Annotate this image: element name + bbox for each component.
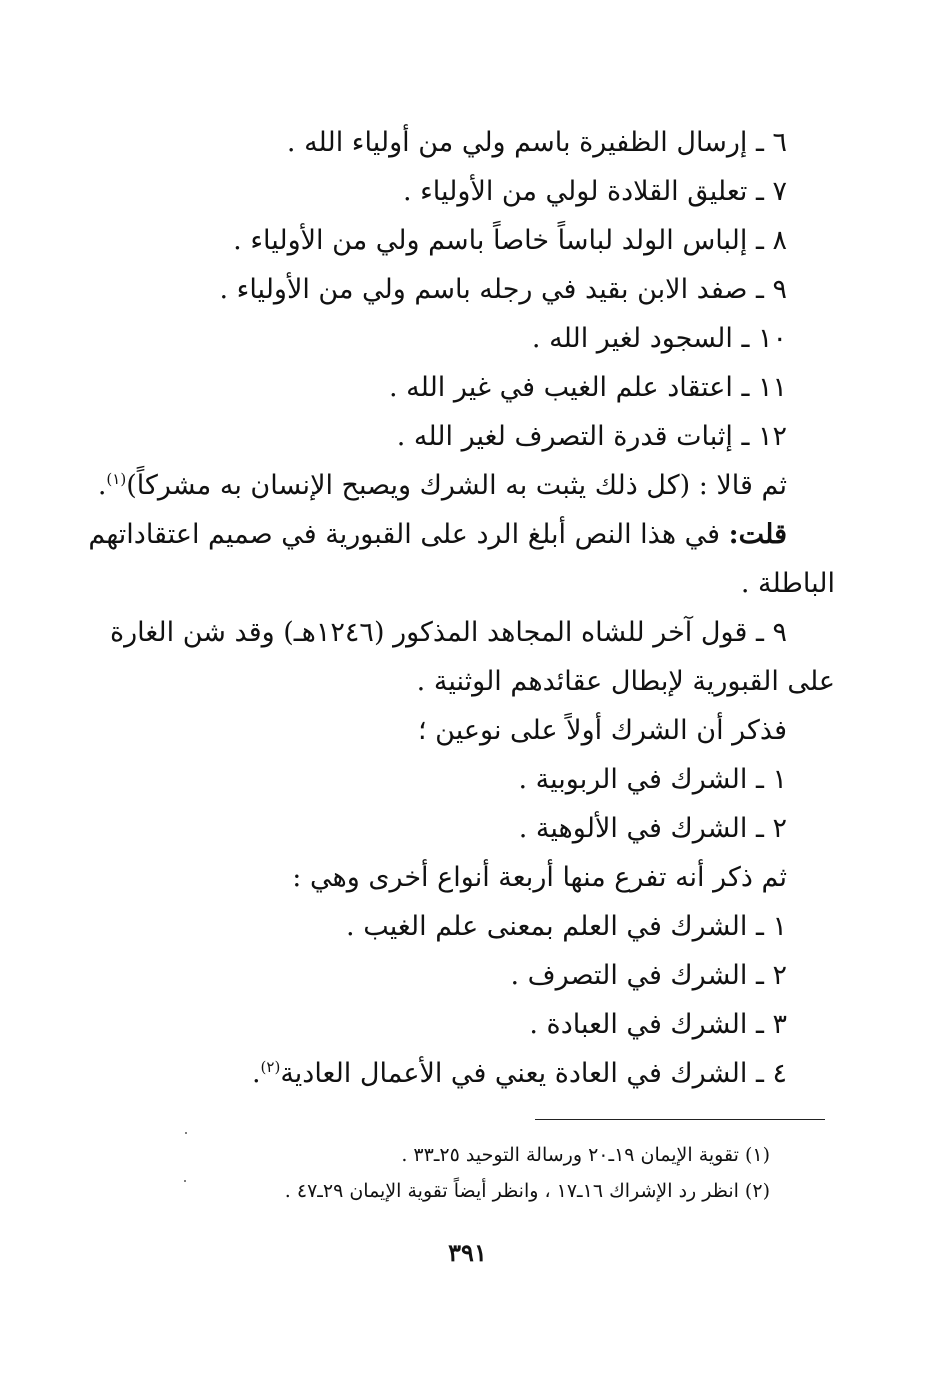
scan-speck: [185, 1132, 187, 1134]
page-number: ٣٩١: [448, 1238, 487, 1267]
list-item-9: ٩ ـ صفد الابن بقيد في رجله باسم ولي من الأولياء .: [219, 274, 787, 305]
branch-item-2: ٢ ـ الشرك في التصرف .: [510, 960, 787, 991]
list-item-6: ٦ ـ إرسال الظفيرة باسم ولي من أولياء الله .: [286, 127, 787, 158]
footnote-ref-1: (١): [106, 470, 127, 488]
comment-line: قلت: في هذا النص أبلغ الرد على القبورية في صميم اعتقاداتهم: [88, 519, 787, 550]
scan-speck: [184, 1180, 186, 1182]
branch-item-3: ٣ ـ الشرك في العبادة .: [529, 1009, 787, 1040]
comment-line-end: الباطلة .: [740, 568, 835, 599]
branch-item-4: ٤ ـ الشرك في العادة يعني في الأعمال العادية$^{(٢)}$.: [251, 1058, 787, 1089]
list-item-12: ١٢ ـ إثبات قدرة التصرف لغير الله .: [396, 421, 787, 452]
footnote-divider: [535, 1119, 825, 1120]
branch-intro-line: ثم ذكر أنه تفرع منها أربعة أنواع أخرى وهي :: [292, 862, 787, 893]
section-9-line-end: على القبورية لإبطال عقائدهم الوثنية .: [416, 666, 835, 697]
list-item-8: ٨ ـ إلباس الولد لباساً خاصاً باسم ولي من الأولياء .: [233, 225, 787, 256]
list-item-10: ١٠ ـ السجود لغير الله .: [531, 323, 787, 354]
intro-line: فذكر أن الشرك أولاً على نوعين ؛: [418, 715, 787, 746]
footnote-ref-2: (٢): [260, 1058, 281, 1076]
branch-item-1: ١ ـ الشرك في العلم بمعنى علم الغيب .: [346, 911, 787, 942]
section-9-line: ٩ ـ قول آخر للشاه المجاهد المذكور (١٢٤٦هـ) وقد شن الغارة: [110, 617, 787, 648]
main-text: [88, 118, 835, 1098]
footnote-1: (١) تقوية الإيمان ١٩ـ٢٠ ورسالة التوحيد ٢٥ـ٣٣ .: [401, 1144, 770, 1166]
footnotes: [200, 1137, 770, 1209]
comment-lead: قلت:: [728, 519, 787, 550]
footnote-2: (٢) انظر رد الإشراك ١٦ـ١٧ ، وانظر أيضاً تقوية الإيمان ٢٩ـ٤٧ .: [284, 1180, 770, 1202]
list-item-11: ١١ ـ اعتقاد علم الغيب في غير الله .: [389, 372, 787, 403]
type-item-1: ١ ـ الشرك في الربوبية .: [518, 764, 787, 795]
type-item-2: ٢ ـ الشرك في الألوهية .: [518, 813, 787, 844]
list-item-7: ٧ ـ تعليق القلادة لولي من الأولياء .: [402, 176, 787, 207]
quote-line: ثم قالا : (كل ذلك يثبت به الشرك ويصبح الإنسان به مشركاً)$^{(١)}$.: [97, 470, 787, 501]
